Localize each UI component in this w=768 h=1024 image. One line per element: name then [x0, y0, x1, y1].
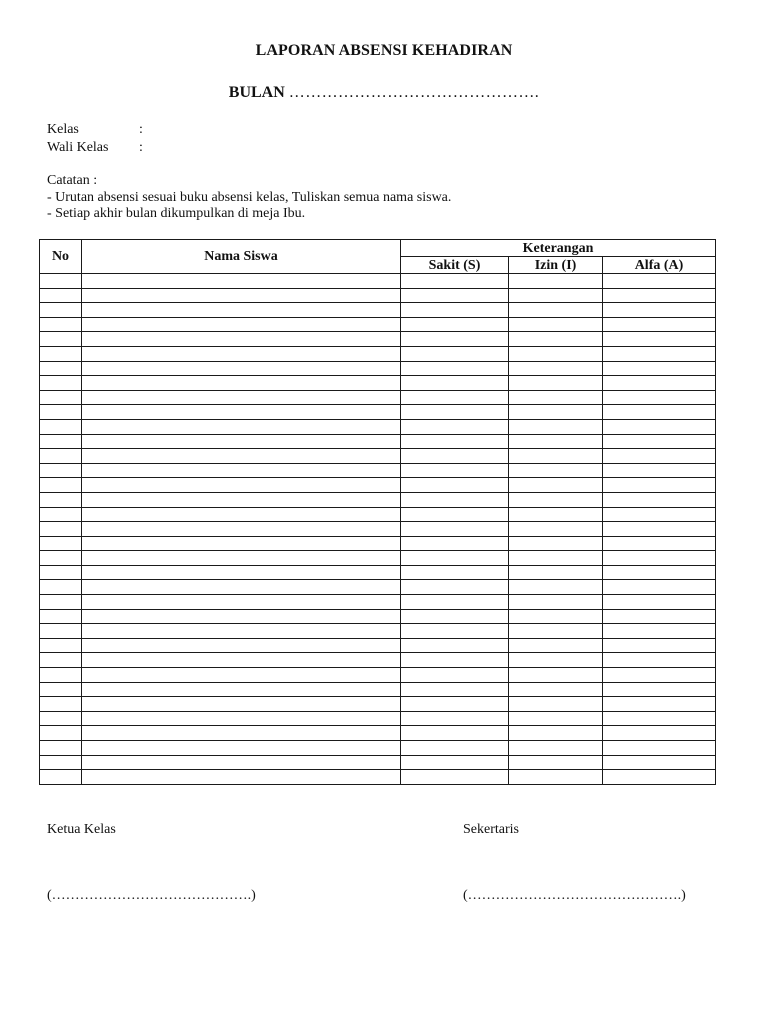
cell-permit	[509, 449, 603, 464]
cell-sick	[401, 492, 509, 507]
cell-sick	[401, 449, 509, 464]
cell-permit	[509, 682, 603, 697]
cell-sick	[401, 741, 509, 756]
cell-absent	[603, 419, 716, 434]
cell-no	[40, 419, 82, 434]
document-title: LAPORAN ABSENSI KEHADIRAN	[255, 42, 513, 59]
header-remarks: Keterangan	[401, 240, 716, 257]
cell-permit	[509, 376, 603, 391]
cell-sick	[401, 609, 509, 624]
cell-absent	[603, 770, 716, 785]
cell-sick	[401, 668, 509, 683]
cell-no	[40, 638, 82, 653]
cell-student-name	[82, 624, 401, 639]
table-row	[40, 536, 716, 551]
cell-sick	[401, 478, 509, 493]
cell-student-name	[82, 522, 401, 537]
secretary-title: Sekertaris	[463, 822, 519, 837]
cell-sick	[401, 580, 509, 595]
cell-no	[40, 346, 82, 361]
cell-sick	[401, 697, 509, 712]
table-row	[40, 274, 716, 289]
month-blank: ……………………………………….	[288, 84, 540, 101]
table-row	[40, 478, 716, 493]
cell-absent	[603, 449, 716, 464]
table-row	[40, 682, 716, 697]
note-line-1: - Urutan absensi sesuai buku absensi kelas, Tuliskan semua nama siswa.	[47, 190, 452, 205]
cell-permit	[509, 274, 603, 289]
homeroom-teacher-colon: :	[139, 140, 143, 155]
cell-permit	[509, 770, 603, 785]
homeroom-teacher-label: Wali Kelas	[47, 140, 109, 155]
cell-student-name	[82, 711, 401, 726]
cell-absent	[603, 492, 716, 507]
table-row	[40, 507, 716, 522]
cell-permit	[509, 624, 603, 639]
cell-permit	[509, 303, 603, 318]
table-row	[40, 624, 716, 639]
cell-student-name	[82, 536, 401, 551]
cell-absent	[603, 595, 716, 610]
table-row	[40, 668, 716, 683]
cell-no	[40, 741, 82, 756]
cell-no	[40, 288, 82, 303]
secretary-signature-line: (……………………………………….)	[463, 888, 686, 903]
cell-permit	[509, 419, 603, 434]
cell-sick	[401, 419, 509, 434]
cell-no	[40, 303, 82, 318]
cell-absent	[603, 317, 716, 332]
table-row	[40, 770, 716, 785]
table-row	[40, 376, 716, 391]
table-row	[40, 492, 716, 507]
month-line	[0, 84, 768, 102]
cell-absent	[603, 741, 716, 756]
cell-student-name	[82, 274, 401, 289]
note-line-2: - Setiap akhir bulan dikumpulkan di meja Ibu.	[47, 206, 306, 221]
cell-permit	[509, 668, 603, 683]
cell-no	[40, 755, 82, 770]
table-row	[40, 390, 716, 405]
table-row	[40, 303, 716, 318]
header-absent: Alfa (A)	[603, 257, 716, 274]
cell-absent	[603, 638, 716, 653]
cell-sick	[401, 551, 509, 566]
cell-student-name	[82, 303, 401, 318]
table-row	[40, 522, 716, 537]
cell-permit	[509, 536, 603, 551]
cell-no	[40, 595, 82, 610]
notes-heading: Catatan :	[47, 173, 98, 188]
class-label: Kelas	[47, 122, 79, 137]
table-row	[40, 434, 716, 449]
cell-absent	[603, 653, 716, 668]
cell-student-name	[82, 492, 401, 507]
cell-sick	[401, 565, 509, 580]
table-row	[40, 551, 716, 566]
cell-sick	[401, 726, 509, 741]
cell-sick	[401, 332, 509, 347]
cell-absent	[603, 288, 716, 303]
cell-absent	[603, 565, 716, 580]
attendance-table	[39, 239, 716, 785]
cell-sick	[401, 638, 509, 653]
cell-sick	[401, 361, 509, 376]
cell-student-name	[82, 770, 401, 785]
header-student-name: Nama Siswa	[82, 240, 401, 274]
cell-student-name	[82, 376, 401, 391]
cell-student-name	[82, 405, 401, 420]
cell-absent	[603, 463, 716, 478]
table-row	[40, 638, 716, 653]
cell-no	[40, 332, 82, 347]
cell-no	[40, 580, 82, 595]
cell-absent	[603, 346, 716, 361]
cell-no	[40, 478, 82, 493]
cell-absent	[603, 551, 716, 566]
cell-no	[40, 624, 82, 639]
cell-permit	[509, 288, 603, 303]
cell-sick	[401, 274, 509, 289]
cell-absent	[603, 609, 716, 624]
cell-student-name	[82, 682, 401, 697]
cell-student-name	[82, 434, 401, 449]
cell-absent	[603, 361, 716, 376]
cell-sick	[401, 463, 509, 478]
cell-absent	[603, 376, 716, 391]
cell-no	[40, 682, 82, 697]
cell-no	[40, 507, 82, 522]
cell-no	[40, 697, 82, 712]
cell-permit	[509, 755, 603, 770]
cell-student-name	[82, 741, 401, 756]
cell-absent	[603, 697, 716, 712]
cell-student-name	[82, 463, 401, 478]
month-label: BULAN	[228, 84, 285, 101]
cell-permit	[509, 653, 603, 668]
cell-sick	[401, 755, 509, 770]
cell-permit	[509, 565, 603, 580]
cell-permit	[509, 638, 603, 653]
cell-no	[40, 463, 82, 478]
cell-absent	[603, 580, 716, 595]
cell-absent	[603, 711, 716, 726]
cell-no	[40, 274, 82, 289]
table-row	[40, 653, 716, 668]
cell-no	[40, 405, 82, 420]
cell-sick	[401, 288, 509, 303]
cell-no	[40, 492, 82, 507]
cell-student-name	[82, 697, 401, 712]
cell-student-name	[82, 507, 401, 522]
cell-absent	[603, 405, 716, 420]
cell-permit	[509, 697, 603, 712]
cell-permit	[509, 726, 603, 741]
cell-permit	[509, 405, 603, 420]
class-leader-title: Ketua Kelas	[47, 822, 116, 837]
cell-student-name	[82, 390, 401, 405]
cell-permit	[509, 361, 603, 376]
cell-student-name	[82, 317, 401, 332]
cell-absent	[603, 434, 716, 449]
table-row	[40, 361, 716, 376]
cell-no	[40, 609, 82, 624]
cell-absent	[603, 332, 716, 347]
cell-sick	[401, 653, 509, 668]
cell-sick	[401, 317, 509, 332]
cell-absent	[603, 682, 716, 697]
cell-no	[40, 434, 82, 449]
cell-student-name	[82, 361, 401, 376]
cell-permit	[509, 580, 603, 595]
cell-student-name	[82, 288, 401, 303]
cell-sick	[401, 682, 509, 697]
cell-absent	[603, 522, 716, 537]
cell-permit	[509, 317, 603, 332]
cell-sick	[401, 434, 509, 449]
cell-sick	[401, 405, 509, 420]
table-row	[40, 332, 716, 347]
cell-absent	[603, 274, 716, 289]
cell-permit	[509, 595, 603, 610]
cell-no	[40, 565, 82, 580]
cell-student-name	[82, 346, 401, 361]
cell-no	[40, 361, 82, 376]
table-row	[40, 595, 716, 610]
cell-student-name	[82, 332, 401, 347]
cell-permit	[509, 434, 603, 449]
table-row	[40, 741, 716, 756]
cell-permit	[509, 741, 603, 756]
cell-no	[40, 522, 82, 537]
table-row	[40, 405, 716, 420]
cell-sick	[401, 711, 509, 726]
cell-no	[40, 668, 82, 683]
cell-no	[40, 390, 82, 405]
cell-absent	[603, 478, 716, 493]
cell-student-name	[82, 755, 401, 770]
cell-student-name	[82, 580, 401, 595]
cell-student-name	[82, 653, 401, 668]
cell-permit	[509, 463, 603, 478]
cell-student-name	[82, 419, 401, 434]
cell-student-name	[82, 638, 401, 653]
cell-sick	[401, 303, 509, 318]
cell-permit	[509, 507, 603, 522]
cell-permit	[509, 478, 603, 493]
cell-sick	[401, 346, 509, 361]
table-row	[40, 288, 716, 303]
table-row	[40, 697, 716, 712]
table-row	[40, 711, 716, 726]
cell-sick	[401, 376, 509, 391]
cell-absent	[603, 668, 716, 683]
table-row	[40, 580, 716, 595]
cell-no	[40, 770, 82, 785]
cell-permit	[509, 332, 603, 347]
cell-student-name	[82, 565, 401, 580]
table-row	[40, 419, 716, 434]
cell-absent	[603, 755, 716, 770]
cell-student-name	[82, 595, 401, 610]
table-row	[40, 317, 716, 332]
cell-permit	[509, 522, 603, 537]
cell-no	[40, 653, 82, 668]
cell-student-name	[82, 726, 401, 741]
cell-sick	[401, 624, 509, 639]
cell-sick	[401, 595, 509, 610]
cell-absent	[603, 303, 716, 318]
table-row	[40, 755, 716, 770]
cell-student-name	[82, 551, 401, 566]
cell-no	[40, 536, 82, 551]
cell-permit	[509, 551, 603, 566]
cell-permit	[509, 609, 603, 624]
table-row	[40, 449, 716, 464]
table-row	[40, 726, 716, 741]
table-row	[40, 609, 716, 624]
cell-no	[40, 726, 82, 741]
header-permit: Izin (I)	[509, 257, 603, 274]
cell-no	[40, 551, 82, 566]
cell-no	[40, 449, 82, 464]
attendance-rows	[40, 274, 716, 785]
table-row	[40, 463, 716, 478]
cell-sick	[401, 536, 509, 551]
cell-student-name	[82, 478, 401, 493]
cell-permit	[509, 711, 603, 726]
cell-no	[40, 376, 82, 391]
cell-absent	[603, 624, 716, 639]
cell-sick	[401, 390, 509, 405]
cell-student-name	[82, 449, 401, 464]
cell-student-name	[82, 668, 401, 683]
cell-absent	[603, 536, 716, 551]
table-row	[40, 565, 716, 580]
cell-sick	[401, 770, 509, 785]
cell-absent	[603, 507, 716, 522]
cell-absent	[603, 726, 716, 741]
cell-sick	[401, 522, 509, 537]
cell-student-name	[82, 609, 401, 624]
header-no: No	[40, 240, 82, 274]
cell-permit	[509, 390, 603, 405]
class-colon: :	[139, 122, 143, 137]
cell-absent	[603, 390, 716, 405]
cell-no	[40, 711, 82, 726]
cell-no	[40, 317, 82, 332]
cell-permit	[509, 492, 603, 507]
header-sick: Sakit (S)	[401, 257, 509, 274]
table-row	[40, 346, 716, 361]
cell-permit	[509, 346, 603, 361]
class-leader-signature-line: (…………………………………….)	[47, 888, 256, 903]
cell-sick	[401, 507, 509, 522]
